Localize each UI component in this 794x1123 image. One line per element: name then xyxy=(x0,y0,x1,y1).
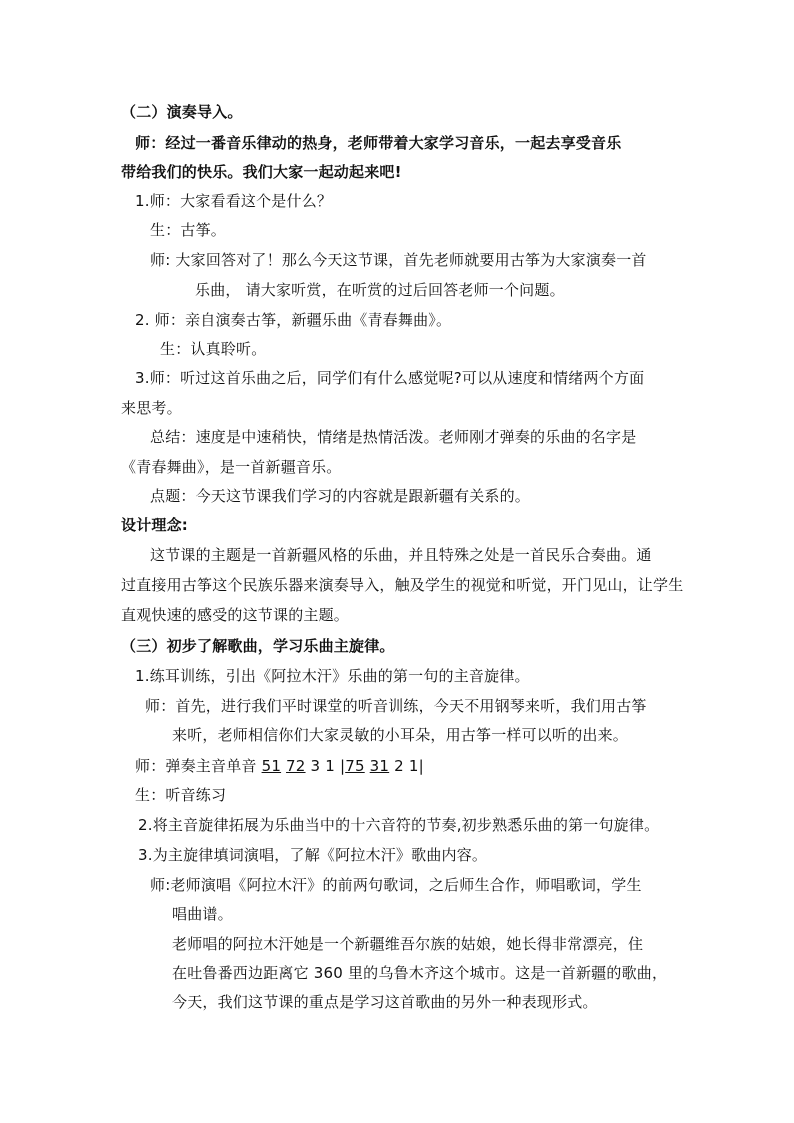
s3-teacher3-line1: 师:老师演唱《阿拉木汗》的前两句歌词，之后师生合作，师唱歌词，学生 xyxy=(150,876,642,894)
notes-group-31-bar: 3 1 | xyxy=(305,757,346,775)
notes-group-21-bar: 2 1| xyxy=(389,757,424,775)
point-line: 点题：今天这节课我们学习的内容就是跟新疆有关系的。 xyxy=(150,487,531,505)
section2-heading: （二）演奏导入。 xyxy=(121,103,243,121)
summary-line2: 《青春舞曲》，是一首新疆音乐。 xyxy=(121,458,342,476)
s3-step2-line: 2.将主音旋律拓展为乐曲当中的十六音符的节奏,初步熟悉乐曲的第一句旋律。 xyxy=(138,816,660,834)
notes-group-31: 31 xyxy=(369,757,390,775)
s3-teacher3-line5: 今天，我们这节课的重点是学习这首歌曲的另外一种表现形式。 xyxy=(172,993,598,1011)
teacher-intro-line1: 师：经过一番音乐律动的热身，老师带着大家学习音乐，一起去享受音乐 xyxy=(135,134,622,152)
section3-heading: （三）初步了解歌曲，学习乐曲主旋律。 xyxy=(121,637,395,655)
s3-step1-line: 1.练耳训练，引出《阿拉木汗》乐曲的第一句的主音旋律。 xyxy=(135,667,530,685)
teacher2-line2: 乐曲， 请大家听赏，在听赏的过后回答老师一个问题。 xyxy=(195,281,565,299)
s3-teacher1-line2: 来听，老师相信你们大家灵敏的小耳朵，用古筝一样可以听的出来。 xyxy=(172,726,629,744)
s3-teacher3-line2: 唱曲谱。 xyxy=(172,905,233,923)
design-para-line3: 直观快速的感受的这节课的主题。 xyxy=(121,606,350,624)
s3-teacher3-line4: 在吐鲁番西边距离它 360 里的乌鲁木齐这个城市。这是一首新疆的歌曲， xyxy=(172,964,668,982)
student2-line: 生：认真聆听。 xyxy=(160,340,267,358)
play-notes-line xyxy=(135,756,424,776)
design-para-line1: 这节课的主题是一首新疆风格的乐曲，并且特殊之处是一首民乐合奏曲。通 xyxy=(150,546,652,564)
s3-step3-line: 3.为主旋律填词演唱，了解《阿拉木汗》歌曲内容。 xyxy=(138,846,488,864)
notes-group-51: 51 xyxy=(261,757,282,775)
s3-student1-line: 生：听音练习 xyxy=(135,786,227,804)
step3-line1: 3.师：听过这首乐曲之后，同学们有什么感觉呢?可以从速度和情绪两个方面 xyxy=(135,369,645,387)
summary-line1: 总结：速度是中速稍快，情绪是热情活泼。老师刚才弹奏的乐曲的名字是 xyxy=(150,428,637,446)
s3-teacher1-line1: 师：首先，进行我们平时课堂的听音训练，今天不用钢琴来听，我们用古筝 xyxy=(145,697,647,715)
notes-group-72: 72 xyxy=(286,757,306,775)
step1-line: 1.师：大家看看这个是什么？ xyxy=(135,192,333,210)
design-para-line2: 过直接用古筝这个民族乐器来演奏导入，触及学生的视觉和听觉，开门见山，让学生 xyxy=(121,576,684,594)
s3-teacher3-line3: 老师唱的阿拉木汗她是一个新疆维吾尔族的姑娘，她长得非常漂亮，住 xyxy=(172,935,644,953)
play-notes-prefix: 师：弹奏主音单音 xyxy=(135,757,262,775)
step3-line2: 来思考。 xyxy=(121,399,182,417)
teacher-intro-line2: 带给我们的快乐。我们大家一起动起来吧! xyxy=(121,163,402,181)
design-heading: 设计理念: xyxy=(121,516,188,534)
student1-line: 生：古筝。 xyxy=(150,221,227,239)
step2-line: 2. 师：亲自演奏古筝，新疆乐曲《青春舞曲》。 xyxy=(135,311,452,329)
notes-group-75: 75 xyxy=(345,757,365,775)
teacher2-line1: 师: 大家回答对了！那么今天这节课，首先老师就要用古筝为大家演奏一首 xyxy=(150,251,647,269)
